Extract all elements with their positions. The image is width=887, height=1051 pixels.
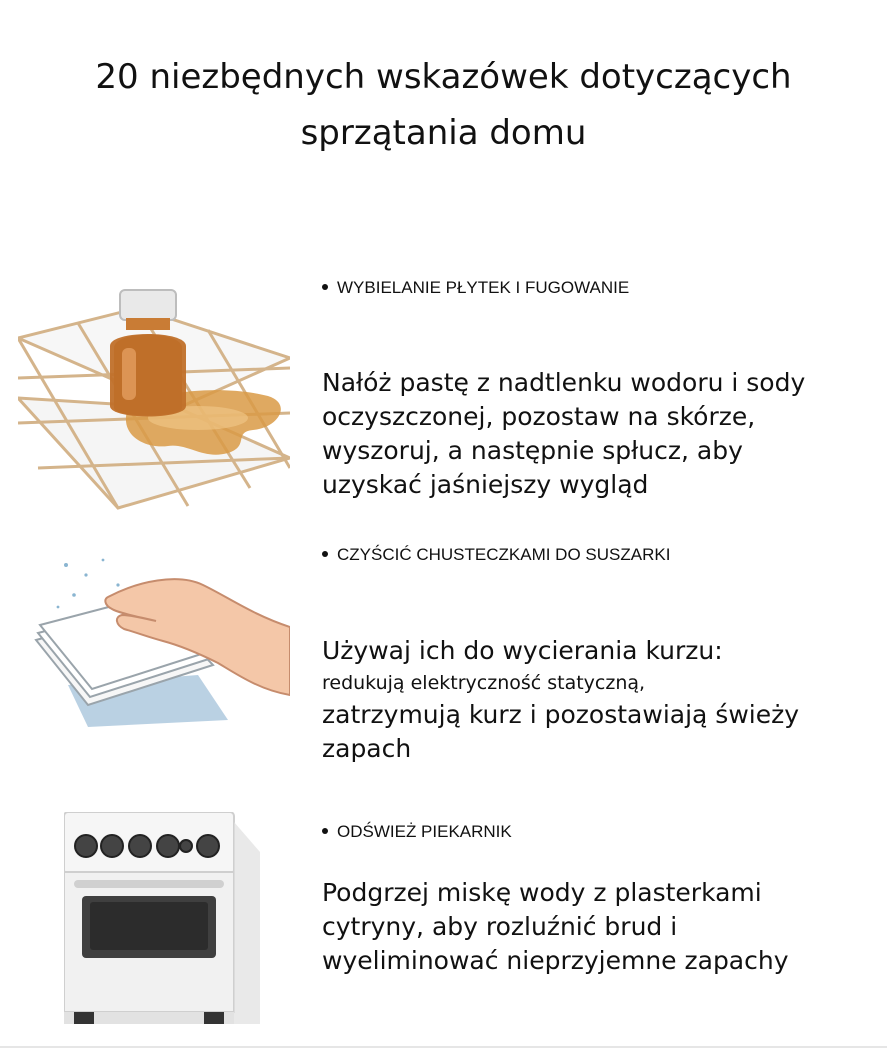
tip-1-heading-text: WYBIELANIE PŁYTEK I FUGOWANIE (337, 278, 630, 297)
tip-1-line-1: Nałóż pastę z nadtlenku wodoru i sody (322, 368, 806, 397)
tip-1-line-4: uzyskać jaśniejszy wygląd (322, 470, 649, 499)
tip-2-body (322, 634, 799, 766)
tip-3-body (322, 876, 789, 978)
tip-3-line-2: cytryny, aby rozluźnić brud i (322, 912, 678, 941)
tip-1-line-2: oczyszczonej, pozostaw na skórze, (322, 402, 756, 431)
tip-2-heading (322, 545, 670, 565)
tip-2-line-1: Używaj ich do wycierania kurzu: (322, 636, 723, 665)
bullet-icon (322, 828, 328, 834)
tip-3-heading (322, 822, 512, 842)
tip-2-heading-text: CZYŚCIĆ CHUSTECZKAMI DO SUSZARKI (337, 545, 671, 564)
page-title-line-1: 20 niezbędnych wskazówek dotyczących (95, 56, 792, 97)
tip-3-line-1: Podgrzej miskę wody z plasterkami (322, 878, 762, 907)
bottle-tiles-icon (18, 268, 290, 516)
bottom-divider (0, 1046, 887, 1048)
bullet-icon (322, 551, 328, 557)
tip-2-line-3: zatrzymują kurz i pozostawiają świeży (322, 700, 800, 729)
tip-3-line-3: wyeliminować nieprzyjemne zapachy (322, 946, 789, 975)
tip-1-body (322, 366, 805, 502)
oven-icon (64, 812, 260, 1024)
page-title (0, 49, 887, 161)
dryer-sheets-hand-icon (28, 545, 290, 727)
tip-2-line-2: redukują elektryczność statyczną, (322, 672, 646, 694)
bullet-icon (322, 284, 328, 290)
page-title-line-2: sprzątania domu (300, 112, 587, 153)
tip-2-line-4: zapach (322, 734, 412, 763)
tip-1-line-3: wyszoruj, a następnie spłucz, aby (322, 436, 743, 465)
tip-3-heading-text: ODŚWIEŻ PIEKARNIK (337, 822, 512, 841)
tip-1-heading (322, 278, 629, 298)
